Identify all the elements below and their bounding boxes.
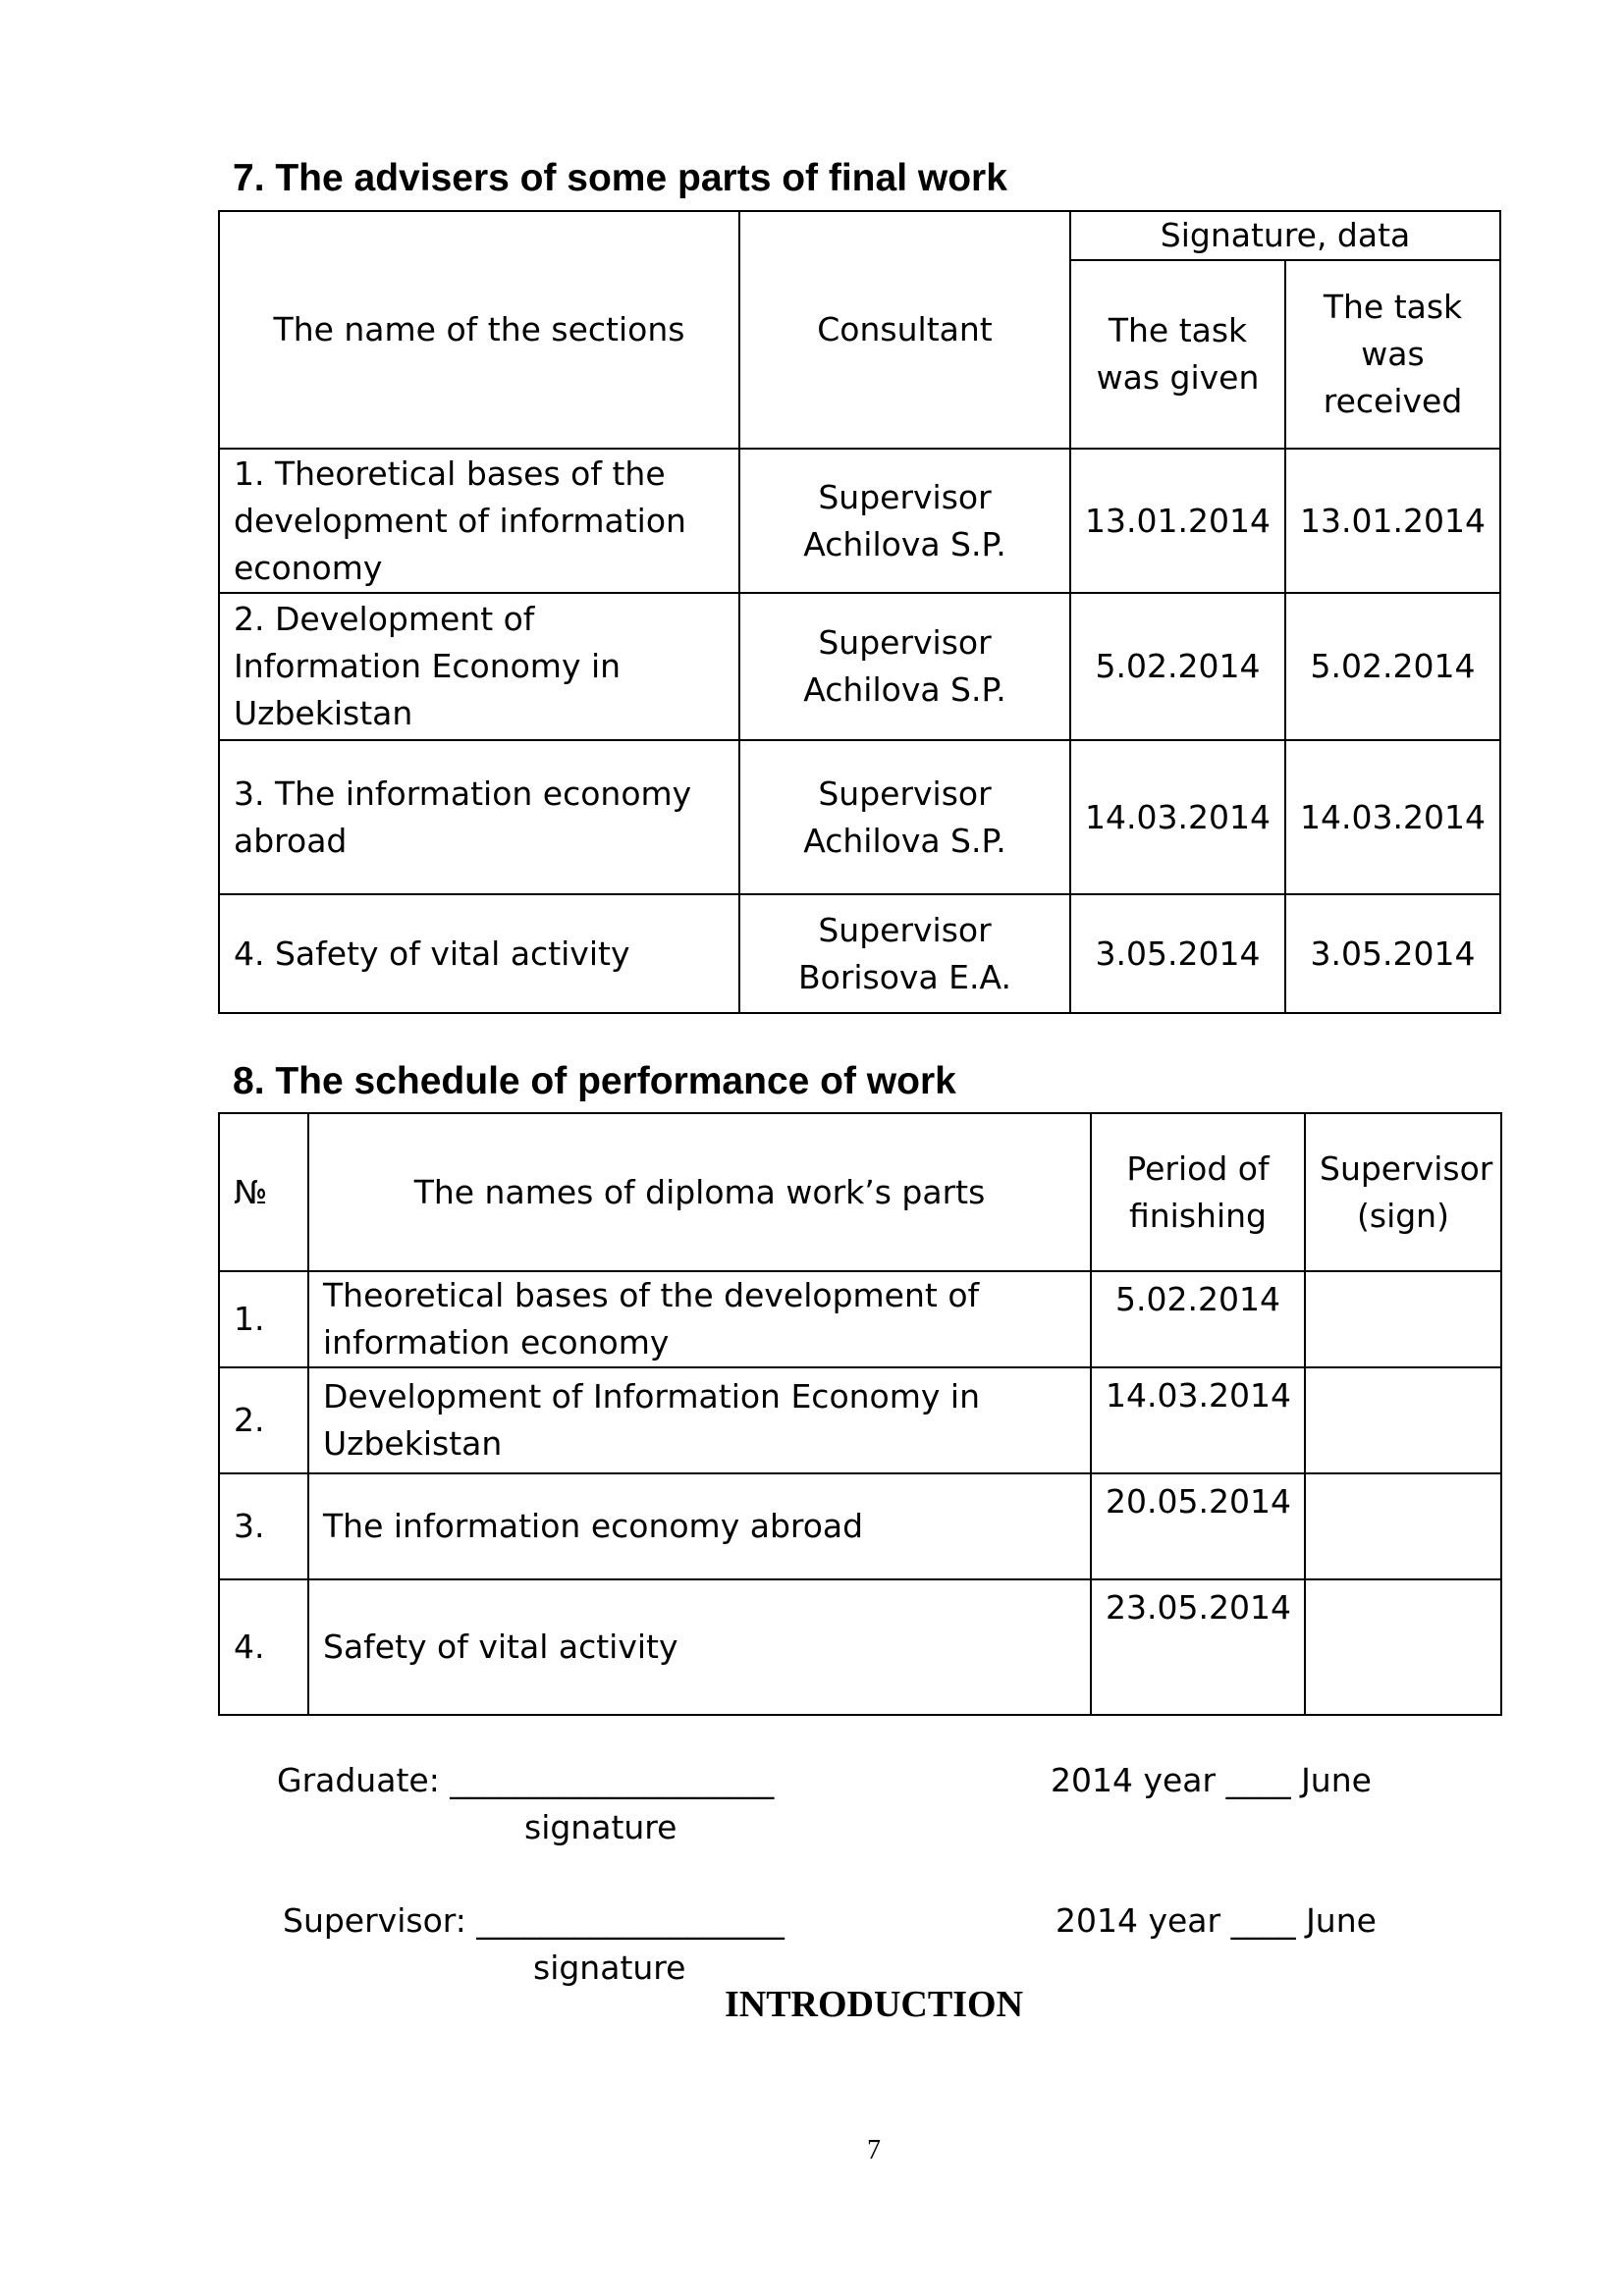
section-name: 1. Theoretical bases of the development of information economy <box>219 449 739 593</box>
task-received-date: 3.05.2014 <box>1285 894 1500 1013</box>
task-given-date: 13.01.2014 <box>1070 449 1285 593</box>
supervisor-signature-caption: signature <box>533 1949 686 1987</box>
supervisor-signature-line: Supervisor: ___________________ <box>283 1901 785 1940</box>
section-name: 2. Development of Information Economy in Uzbekistan <box>219 593 739 740</box>
supervisor-date: 2014 year ____ June <box>1056 1901 1377 1940</box>
table-row <box>219 1579 1501 1715</box>
part-name: Safety of vital activity <box>308 1579 1091 1715</box>
section-name: 4. Safety of vital activity <box>219 894 739 1013</box>
page-number: 7 <box>867 2135 881 2165</box>
task-given-date: 14.03.2014 <box>1070 740 1285 894</box>
schedule-header-row <box>219 1113 1501 1271</box>
consultant-name: Borisova E.A. <box>797 957 1011 996</box>
consultant-role: Supervisor <box>818 623 992 662</box>
part-name: Development of Information Economy in Uzbekistan <box>308 1367 1091 1473</box>
part-name: The information economy abroad <box>308 1473 1091 1579</box>
header-task-received: The task was received <box>1285 260 1500 449</box>
header-period: Period of finishing <box>1091 1113 1305 1271</box>
consultant-cell <box>739 593 1070 740</box>
table-row <box>219 449 1500 593</box>
consultant-role: Supervisor <box>818 910 992 949</box>
task-received-date: 5.02.2014 <box>1285 593 1500 740</box>
header-supervisor-sign: Supervisor (sign) <box>1305 1113 1501 1271</box>
advisers-table <box>218 210 1501 1014</box>
table-row <box>219 740 1500 894</box>
supervisor-sign-cell <box>1305 1271 1501 1367</box>
consultant-role: Supervisor <box>818 477 992 516</box>
part-name: Theoretical bases of the development of information economy <box>308 1271 1091 1367</box>
graduate-signature-line: Graduate: ____________________ <box>277 1761 775 1799</box>
graduate-signature-caption: signature <box>524 1808 677 1846</box>
supervisor-sign-cell <box>1305 1579 1501 1715</box>
consultant-role: Supervisor <box>818 774 992 813</box>
supervisor-sign-cell <box>1305 1367 1501 1473</box>
consultant-name: Achilova S.P. <box>803 821 1006 860</box>
row-number: 2. <box>219 1367 308 1473</box>
header-consultant: Consultant <box>739 211 1070 449</box>
consultant-cell <box>739 894 1070 1013</box>
advisers-header-row <box>219 211 1500 260</box>
row-number: 3. <box>219 1473 308 1579</box>
header-sections: The name of the sections <box>219 211 739 449</box>
table-row <box>219 593 1500 740</box>
header-number: № <box>219 1113 308 1271</box>
period-date: 20.05.2014 <box>1091 1473 1305 1579</box>
task-received-date: 14.03.2014 <box>1285 740 1500 894</box>
consultant-cell <box>739 740 1070 894</box>
section-8-title: 8. The schedule of performance of work <box>233 1060 956 1102</box>
consultant-name: Achilova S.P. <box>803 670 1006 709</box>
task-given-date: 3.05.2014 <box>1070 894 1285 1013</box>
header-task-given: The task was given <box>1070 260 1285 449</box>
header-signature-date: Signature, data <box>1070 211 1500 260</box>
supervisor-sign-cell <box>1305 1473 1501 1579</box>
schedule-table <box>218 1112 1502 1716</box>
table-row <box>219 1367 1501 1473</box>
period-date: 5.02.2014 <box>1091 1271 1305 1367</box>
introduction-heading: INTRODUCTION <box>724 1984 1024 2025</box>
table-row <box>219 894 1500 1013</box>
table-row <box>219 1473 1501 1579</box>
row-number: 4. <box>219 1579 308 1715</box>
period-date: 23.05.2014 <box>1091 1579 1305 1715</box>
period-date: 14.03.2014 <box>1091 1367 1305 1473</box>
graduate-date: 2014 year ____ June <box>1051 1761 1372 1799</box>
section-7-title: 7. The advisers of some parts of final work <box>233 157 1007 199</box>
header-part-names: The names of diploma work’s parts <box>308 1113 1091 1271</box>
section-name: 3. The information economy abroad <box>219 740 739 894</box>
row-number: 1. <box>219 1271 308 1367</box>
consultant-name: Achilova S.P. <box>803 524 1006 563</box>
task-given-date: 5.02.2014 <box>1070 593 1285 740</box>
table-row <box>219 1271 1501 1367</box>
task-received-date: 13.01.2014 <box>1285 449 1500 593</box>
consultant-cell <box>739 449 1070 593</box>
